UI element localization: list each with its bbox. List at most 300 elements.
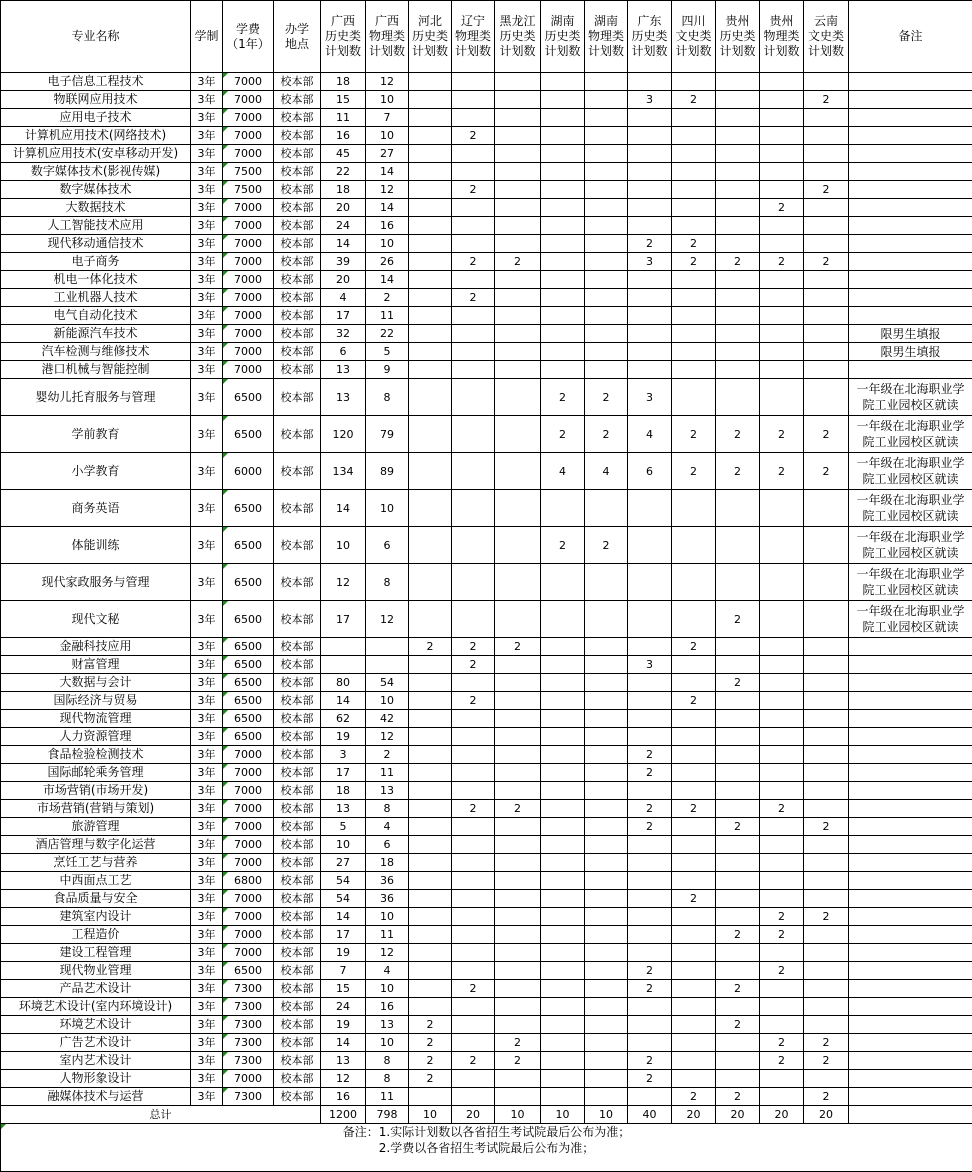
cell-guangdong-history bbox=[628, 361, 672, 379]
cell-tuition: 7300 bbox=[223, 1016, 274, 1034]
cell-major-name: 现代文秘 bbox=[1, 601, 191, 638]
cell-duration: 3年 bbox=[191, 325, 223, 343]
cell-duration: 3年 bbox=[191, 872, 223, 890]
cell-sichuan-arts bbox=[672, 307, 716, 325]
cell-yunnan-arts bbox=[804, 271, 849, 289]
cell-sichuan-arts bbox=[672, 361, 716, 379]
total-heilongjiang-history: 10 bbox=[495, 1106, 541, 1124]
cell-tuition: 7000 bbox=[223, 746, 274, 764]
cell-guizhou-history bbox=[716, 127, 760, 145]
cell-guangdong-history: 2 bbox=[628, 800, 672, 818]
table-row bbox=[1, 746, 972, 764]
total-guizhou-history: 20 bbox=[716, 1106, 760, 1124]
cell-campus: 校本部 bbox=[274, 926, 321, 944]
cell-sichuan-arts bbox=[672, 73, 716, 91]
cell-guizhou-history bbox=[716, 710, 760, 728]
cell-guizhou-physics: 2 bbox=[760, 926, 804, 944]
cell-hebei-history bbox=[409, 656, 452, 674]
cell-hebei-history bbox=[409, 836, 452, 854]
cell-hebei-history bbox=[409, 728, 452, 746]
cell-guizhou-physics bbox=[760, 692, 804, 710]
cell-guangxi-history: 19 bbox=[321, 1016, 366, 1034]
cell-guizhou-history bbox=[716, 872, 760, 890]
cell-guizhou-history bbox=[716, 890, 760, 908]
cell-duration: 3年 bbox=[191, 271, 223, 289]
cell-yunnan-arts: 2 bbox=[804, 1088, 849, 1106]
cell-duration: 3年 bbox=[191, 217, 223, 235]
cell-guangdong-history: 2 bbox=[628, 746, 672, 764]
cell-guangxi-history: 54 bbox=[321, 872, 366, 890]
cell-campus: 校本部 bbox=[274, 91, 321, 109]
cell-major-name: 港口机械与智能控制 bbox=[1, 361, 191, 379]
cell-guangdong-history bbox=[628, 1016, 672, 1034]
cell-hunan-physics bbox=[585, 962, 628, 980]
cell-guangxi-physics: 11 bbox=[366, 307, 409, 325]
cell-liaoning-physics bbox=[452, 674, 495, 692]
cell-tuition: 7300 bbox=[223, 1034, 274, 1052]
cell-guangxi-history: 45 bbox=[321, 145, 366, 163]
column-header-heilongjiang-history: 黑龙江 历史类 计划数 bbox=[495, 1, 541, 73]
cell-campus: 校本部 bbox=[274, 527, 321, 564]
cell-guangxi-history: 15 bbox=[321, 980, 366, 998]
cell-hunan-history bbox=[541, 638, 585, 656]
cell-heilongjiang-history bbox=[495, 325, 541, 343]
cell-hunan-physics bbox=[585, 289, 628, 307]
cell-yunnan-arts bbox=[804, 379, 849, 416]
cell-duration: 3年 bbox=[191, 307, 223, 325]
cell-yunnan-arts bbox=[804, 307, 849, 325]
cell-sichuan-arts bbox=[672, 818, 716, 836]
cell-major-name: 机电一体化技术 bbox=[1, 271, 191, 289]
cell-tuition: 7000 bbox=[223, 73, 274, 91]
cell-liaoning-physics bbox=[452, 379, 495, 416]
cell-major-name: 现代物业管理 bbox=[1, 962, 191, 980]
cell-sichuan-arts: 2 bbox=[672, 235, 716, 253]
table-row bbox=[1, 343, 972, 361]
cell-yunnan-arts: 2 bbox=[804, 908, 849, 926]
cell-guizhou-history bbox=[716, 325, 760, 343]
cell-guangxi-history: 24 bbox=[321, 998, 366, 1016]
cell-hunan-physics bbox=[585, 1070, 628, 1088]
table-row bbox=[1, 872, 972, 890]
cell-hunan-history bbox=[541, 908, 585, 926]
cell-hebei-history bbox=[409, 416, 452, 453]
cell-guizhou-physics bbox=[760, 728, 804, 746]
cell-sichuan-arts bbox=[672, 527, 716, 564]
cell-guangdong-history bbox=[628, 638, 672, 656]
cell-liaoning-physics bbox=[452, 307, 495, 325]
cell-hunan-physics bbox=[585, 674, 628, 692]
cell-yunnan-arts bbox=[804, 527, 849, 564]
cell-hebei-history bbox=[409, 872, 452, 890]
cell-remarks bbox=[849, 890, 972, 908]
cell-guangxi-history: 6 bbox=[321, 343, 366, 361]
cell-liaoning-physics bbox=[452, 163, 495, 181]
cell-yunnan-arts bbox=[804, 728, 849, 746]
cell-major-name: 人物形象设计 bbox=[1, 1070, 191, 1088]
cell-guizhou-history: 2 bbox=[716, 980, 760, 998]
cell-guangxi-history: 7 bbox=[321, 962, 366, 980]
cell-hunan-history bbox=[541, 674, 585, 692]
cell-campus: 校本部 bbox=[274, 800, 321, 818]
cell-campus: 校本部 bbox=[274, 199, 321, 217]
cell-yunnan-arts bbox=[804, 962, 849, 980]
cell-heilongjiang-history bbox=[495, 926, 541, 944]
cell-guizhou-physics bbox=[760, 527, 804, 564]
table-row bbox=[1, 289, 972, 307]
cell-yunnan-arts bbox=[804, 235, 849, 253]
cell-hunan-physics bbox=[585, 656, 628, 674]
cell-remarks bbox=[849, 674, 972, 692]
cell-guangdong-history: 2 bbox=[628, 1052, 672, 1070]
cell-tuition: 6500 bbox=[223, 656, 274, 674]
cell-guangxi-history: 19 bbox=[321, 728, 366, 746]
cell-guangxi-physics: 10 bbox=[366, 490, 409, 527]
cell-hunan-history bbox=[541, 564, 585, 601]
cell-sichuan-arts: 2 bbox=[672, 1088, 716, 1106]
cell-yunnan-arts bbox=[804, 490, 849, 527]
cell-hunan-physics bbox=[585, 998, 628, 1016]
cell-guangxi-physics: 10 bbox=[366, 692, 409, 710]
table-row bbox=[1, 1070, 972, 1088]
cell-liaoning-physics: 2 bbox=[452, 1052, 495, 1070]
cell-liaoning-physics bbox=[452, 325, 495, 343]
cell-hebei-history bbox=[409, 782, 452, 800]
cell-hebei-history bbox=[409, 962, 452, 980]
cell-sichuan-arts bbox=[672, 289, 716, 307]
cell-hunan-history bbox=[541, 692, 585, 710]
cell-sichuan-arts bbox=[672, 782, 716, 800]
cell-guangxi-physics: 12 bbox=[366, 944, 409, 962]
column-header-guizhou-physics: 贵州 物理类 计划数 bbox=[760, 1, 804, 73]
cell-guizhou-physics bbox=[760, 361, 804, 379]
cell-duration: 3年 bbox=[191, 998, 223, 1016]
cell-guangxi-history: 16 bbox=[321, 1088, 366, 1106]
cell-remarks bbox=[849, 145, 972, 163]
cell-major-name: 大数据技术 bbox=[1, 199, 191, 217]
cell-yunnan-arts bbox=[804, 872, 849, 890]
cell-hebei-history bbox=[409, 854, 452, 872]
cell-guizhou-physics bbox=[760, 307, 804, 325]
cell-yunnan-arts: 2 bbox=[804, 91, 849, 109]
total-guangxi-physics: 798 bbox=[366, 1106, 409, 1124]
cell-heilongjiang-history bbox=[495, 416, 541, 453]
cell-heilongjiang-history bbox=[495, 674, 541, 692]
cell-heilongjiang-history bbox=[495, 872, 541, 890]
cell-tuition: 7000 bbox=[223, 307, 274, 325]
cell-remarks: 限男生填报 bbox=[849, 325, 972, 343]
cell-liaoning-physics bbox=[452, 998, 495, 1016]
cell-hunan-physics bbox=[585, 908, 628, 926]
cell-hunan-physics bbox=[585, 490, 628, 527]
cell-guizhou-history bbox=[716, 944, 760, 962]
cell-hunan-history bbox=[541, 325, 585, 343]
cell-sichuan-arts bbox=[672, 271, 716, 289]
cell-hebei-history bbox=[409, 818, 452, 836]
cell-guangdong-history bbox=[628, 1088, 672, 1106]
cell-sichuan-arts bbox=[672, 379, 716, 416]
table-row bbox=[1, 235, 972, 253]
cell-remarks bbox=[849, 908, 972, 926]
cell-guangxi-physics: 11 bbox=[366, 764, 409, 782]
cell-remarks bbox=[849, 926, 972, 944]
total-guizhou-physics: 20 bbox=[760, 1106, 804, 1124]
cell-sichuan-arts: 2 bbox=[672, 800, 716, 818]
cell-major-name: 物联网应用技术 bbox=[1, 91, 191, 109]
cell-sichuan-arts: 2 bbox=[672, 692, 716, 710]
table-row bbox=[1, 73, 972, 91]
cell-sichuan-arts bbox=[672, 217, 716, 235]
cell-hunan-physics bbox=[585, 361, 628, 379]
cell-hebei-history bbox=[409, 527, 452, 564]
cell-duration: 3年 bbox=[191, 854, 223, 872]
cell-duration: 3年 bbox=[191, 674, 223, 692]
cell-tuition: 7000 bbox=[223, 91, 274, 109]
cell-liaoning-physics bbox=[452, 416, 495, 453]
cell-sichuan-arts bbox=[672, 944, 716, 962]
cell-guangxi-physics: 13 bbox=[366, 1016, 409, 1034]
cell-hunan-physics bbox=[585, 764, 628, 782]
cell-guangxi-history: 13 bbox=[321, 379, 366, 416]
cell-guizhou-history bbox=[716, 181, 760, 199]
cell-remarks bbox=[849, 235, 972, 253]
cell-yunnan-arts bbox=[804, 944, 849, 962]
cell-remarks bbox=[849, 1088, 972, 1106]
cell-major-name: 融媒体技术与运营 bbox=[1, 1088, 191, 1106]
cell-guangdong-history bbox=[628, 944, 672, 962]
cell-guangxi-history: 80 bbox=[321, 674, 366, 692]
cell-guizhou-history: 2 bbox=[716, 818, 760, 836]
cell-guangxi-history: 17 bbox=[321, 926, 366, 944]
cell-tuition: 7000 bbox=[223, 782, 274, 800]
cell-yunnan-arts bbox=[804, 710, 849, 728]
cell-tuition: 6500 bbox=[223, 564, 274, 601]
cell-liaoning-physics bbox=[452, 564, 495, 601]
cell-guangdong-history bbox=[628, 271, 672, 289]
cell-hunan-history bbox=[541, 73, 585, 91]
cell-guizhou-history bbox=[716, 490, 760, 527]
cell-tuition: 7000 bbox=[223, 890, 274, 908]
cell-tuition: 7000 bbox=[223, 271, 274, 289]
cell-guizhou-history: 2 bbox=[716, 601, 760, 638]
cell-heilongjiang-history bbox=[495, 1016, 541, 1034]
cell-duration: 3年 bbox=[191, 490, 223, 527]
cell-tuition: 7000 bbox=[223, 908, 274, 926]
cell-hunan-physics bbox=[585, 1088, 628, 1106]
cell-guizhou-physics bbox=[760, 854, 804, 872]
cell-yunnan-arts bbox=[804, 145, 849, 163]
cell-guizhou-physics: 2 bbox=[760, 1052, 804, 1070]
cell-hunan-history bbox=[541, 728, 585, 746]
table-row bbox=[1, 271, 972, 289]
cell-sichuan-arts bbox=[672, 181, 716, 199]
cell-duration: 3年 bbox=[191, 289, 223, 307]
cell-hebei-history bbox=[409, 564, 452, 601]
cell-major-name: 室内艺术设计 bbox=[1, 1052, 191, 1070]
cell-yunnan-arts: 2 bbox=[804, 453, 849, 490]
cell-duration: 3年 bbox=[191, 890, 223, 908]
cell-campus: 校本部 bbox=[274, 818, 321, 836]
cell-campus: 校本部 bbox=[274, 1088, 321, 1106]
cell-guizhou-physics bbox=[760, 638, 804, 656]
cell-guangxi-physics: 54 bbox=[366, 674, 409, 692]
cell-remarks bbox=[849, 361, 972, 379]
cell-guizhou-physics bbox=[760, 944, 804, 962]
cell-hebei-history bbox=[409, 800, 452, 818]
cell-guizhou-physics bbox=[760, 217, 804, 235]
cell-campus: 校本部 bbox=[274, 746, 321, 764]
table-row bbox=[1, 145, 972, 163]
cell-guizhou-history bbox=[716, 163, 760, 181]
cell-guangdong-history: 2 bbox=[628, 818, 672, 836]
cell-heilongjiang-history bbox=[495, 527, 541, 564]
table-row bbox=[1, 710, 972, 728]
table-row bbox=[1, 674, 972, 692]
cell-hunan-physics bbox=[585, 890, 628, 908]
column-header-sichuan-arts: 四川 文史类 计划数 bbox=[672, 1, 716, 73]
cell-guangxi-physics: 10 bbox=[366, 908, 409, 926]
table-row bbox=[1, 307, 972, 325]
cell-guizhou-physics bbox=[760, 325, 804, 343]
cell-remarks bbox=[849, 163, 972, 181]
cell-yunnan-arts bbox=[804, 1070, 849, 1088]
cell-major-name: 酒店管理与数字化运营 bbox=[1, 836, 191, 854]
cell-campus: 校本部 bbox=[274, 601, 321, 638]
cell-guangdong-history: 3 bbox=[628, 379, 672, 416]
cell-remarks: 一年级在北海职业学 院工业园校区就读 bbox=[849, 527, 972, 564]
cell-duration: 3年 bbox=[191, 818, 223, 836]
cell-heilongjiang-history bbox=[495, 944, 541, 962]
cell-campus: 校本部 bbox=[274, 253, 321, 271]
cell-liaoning-physics: 2 bbox=[452, 181, 495, 199]
cell-liaoning-physics bbox=[452, 109, 495, 127]
cell-heilongjiang-history bbox=[495, 818, 541, 836]
cell-major-name: 建设工程管理 bbox=[1, 944, 191, 962]
cell-tuition: 7300 bbox=[223, 980, 274, 998]
cell-tuition: 6500 bbox=[223, 416, 274, 453]
cell-guizhou-physics bbox=[760, 818, 804, 836]
cell-hunan-physics bbox=[585, 1034, 628, 1052]
cell-hunan-history bbox=[541, 127, 585, 145]
cell-guangxi-physics: 8 bbox=[366, 1052, 409, 1070]
cell-major-name: 电子商务 bbox=[1, 253, 191, 271]
cell-hebei-history bbox=[409, 271, 452, 289]
cell-duration: 3年 bbox=[191, 109, 223, 127]
cell-guizhou-history bbox=[716, 962, 760, 980]
cell-heilongjiang-history bbox=[495, 145, 541, 163]
cell-hebei-history bbox=[409, 908, 452, 926]
cell-hebei-history bbox=[409, 1088, 452, 1106]
cell-guizhou-physics bbox=[760, 782, 804, 800]
cell-guangdong-history bbox=[628, 289, 672, 307]
cell-hunan-history bbox=[541, 1034, 585, 1052]
cell-hebei-history bbox=[409, 181, 452, 199]
cell-sichuan-arts bbox=[672, 998, 716, 1016]
cell-heilongjiang-history bbox=[495, 998, 541, 1016]
cell-guizhou-history bbox=[716, 692, 760, 710]
cell-yunnan-arts bbox=[804, 890, 849, 908]
cell-major-name: 新能源汽车技术 bbox=[1, 325, 191, 343]
cell-remarks bbox=[849, 638, 972, 656]
cell-campus: 校本部 bbox=[274, 217, 321, 235]
cell-heilongjiang-history bbox=[495, 782, 541, 800]
cell-sichuan-arts bbox=[672, 490, 716, 527]
cell-guangdong-history bbox=[628, 564, 672, 601]
cell-tuition: 7000 bbox=[223, 343, 274, 361]
cell-liaoning-physics bbox=[452, 746, 495, 764]
cell-yunnan-arts bbox=[804, 1016, 849, 1034]
cell-hebei-history bbox=[409, 343, 452, 361]
cell-hunan-physics bbox=[585, 91, 628, 109]
table-row bbox=[1, 926, 972, 944]
cell-hunan-history bbox=[541, 1052, 585, 1070]
cell-guangxi-history: 120 bbox=[321, 416, 366, 453]
cell-hunan-history bbox=[541, 289, 585, 307]
cell-campus: 校本部 bbox=[274, 416, 321, 453]
cell-guangdong-history: 2 bbox=[628, 1070, 672, 1088]
cell-duration: 3年 bbox=[191, 564, 223, 601]
cell-guangxi-physics: 9 bbox=[366, 361, 409, 379]
total-guangdong-history: 40 bbox=[628, 1106, 672, 1124]
column-header-guangxi-history: 广西 历史类 计划数 bbox=[321, 1, 366, 73]
cell-guangdong-history bbox=[628, 307, 672, 325]
cell-campus: 校本部 bbox=[274, 109, 321, 127]
cell-sichuan-arts bbox=[672, 674, 716, 692]
cell-heilongjiang-history bbox=[495, 307, 541, 325]
column-header-hunan-physics: 湖南 物理类 计划数 bbox=[585, 1, 628, 73]
cell-heilongjiang-history bbox=[495, 199, 541, 217]
cell-campus: 校本部 bbox=[274, 564, 321, 601]
cell-yunnan-arts bbox=[804, 746, 849, 764]
cell-guangxi-physics: 10 bbox=[366, 1034, 409, 1052]
cell-guangxi-physics: 26 bbox=[366, 253, 409, 271]
cell-guizhou-history: 2 bbox=[716, 1088, 760, 1106]
table-row bbox=[1, 908, 972, 926]
cell-remarks bbox=[849, 109, 972, 127]
cell-guizhou-physics bbox=[760, 91, 804, 109]
cell-sichuan-arts bbox=[672, 601, 716, 638]
cell-guizhou-history: 2 bbox=[716, 453, 760, 490]
cell-guizhou-history bbox=[716, 908, 760, 926]
cell-guangxi-physics: 8 bbox=[366, 1070, 409, 1088]
cell-major-name: 食品检验检测技术 bbox=[1, 746, 191, 764]
cell-campus: 校本部 bbox=[274, 1052, 321, 1070]
cell-guizhou-physics bbox=[760, 145, 804, 163]
cell-remarks bbox=[849, 217, 972, 235]
cell-liaoning-physics: 2 bbox=[452, 638, 495, 656]
cell-duration: 3年 bbox=[191, 601, 223, 638]
cell-guizhou-physics bbox=[760, 601, 804, 638]
cell-remarks bbox=[849, 728, 972, 746]
cell-guangxi-physics: 7 bbox=[366, 109, 409, 127]
cell-hebei-history bbox=[409, 890, 452, 908]
cell-remarks bbox=[849, 127, 972, 145]
cell-guangxi-physics: 8 bbox=[366, 379, 409, 416]
cell-hunan-history bbox=[541, 490, 585, 527]
cell-guangxi-history: 18 bbox=[321, 181, 366, 199]
cell-tuition: 6500 bbox=[223, 692, 274, 710]
cell-guizhou-history bbox=[716, 764, 760, 782]
cell-heilongjiang-history bbox=[495, 271, 541, 289]
cell-sichuan-arts bbox=[672, 343, 716, 361]
cell-sichuan-arts: 2 bbox=[672, 253, 716, 271]
cell-campus: 校本部 bbox=[274, 1016, 321, 1034]
cell-hunan-history bbox=[541, 91, 585, 109]
cell-sichuan-arts bbox=[672, 980, 716, 998]
cell-remarks bbox=[849, 746, 972, 764]
cell-major-name: 食品质量与安全 bbox=[1, 890, 191, 908]
cell-duration: 3年 bbox=[191, 253, 223, 271]
